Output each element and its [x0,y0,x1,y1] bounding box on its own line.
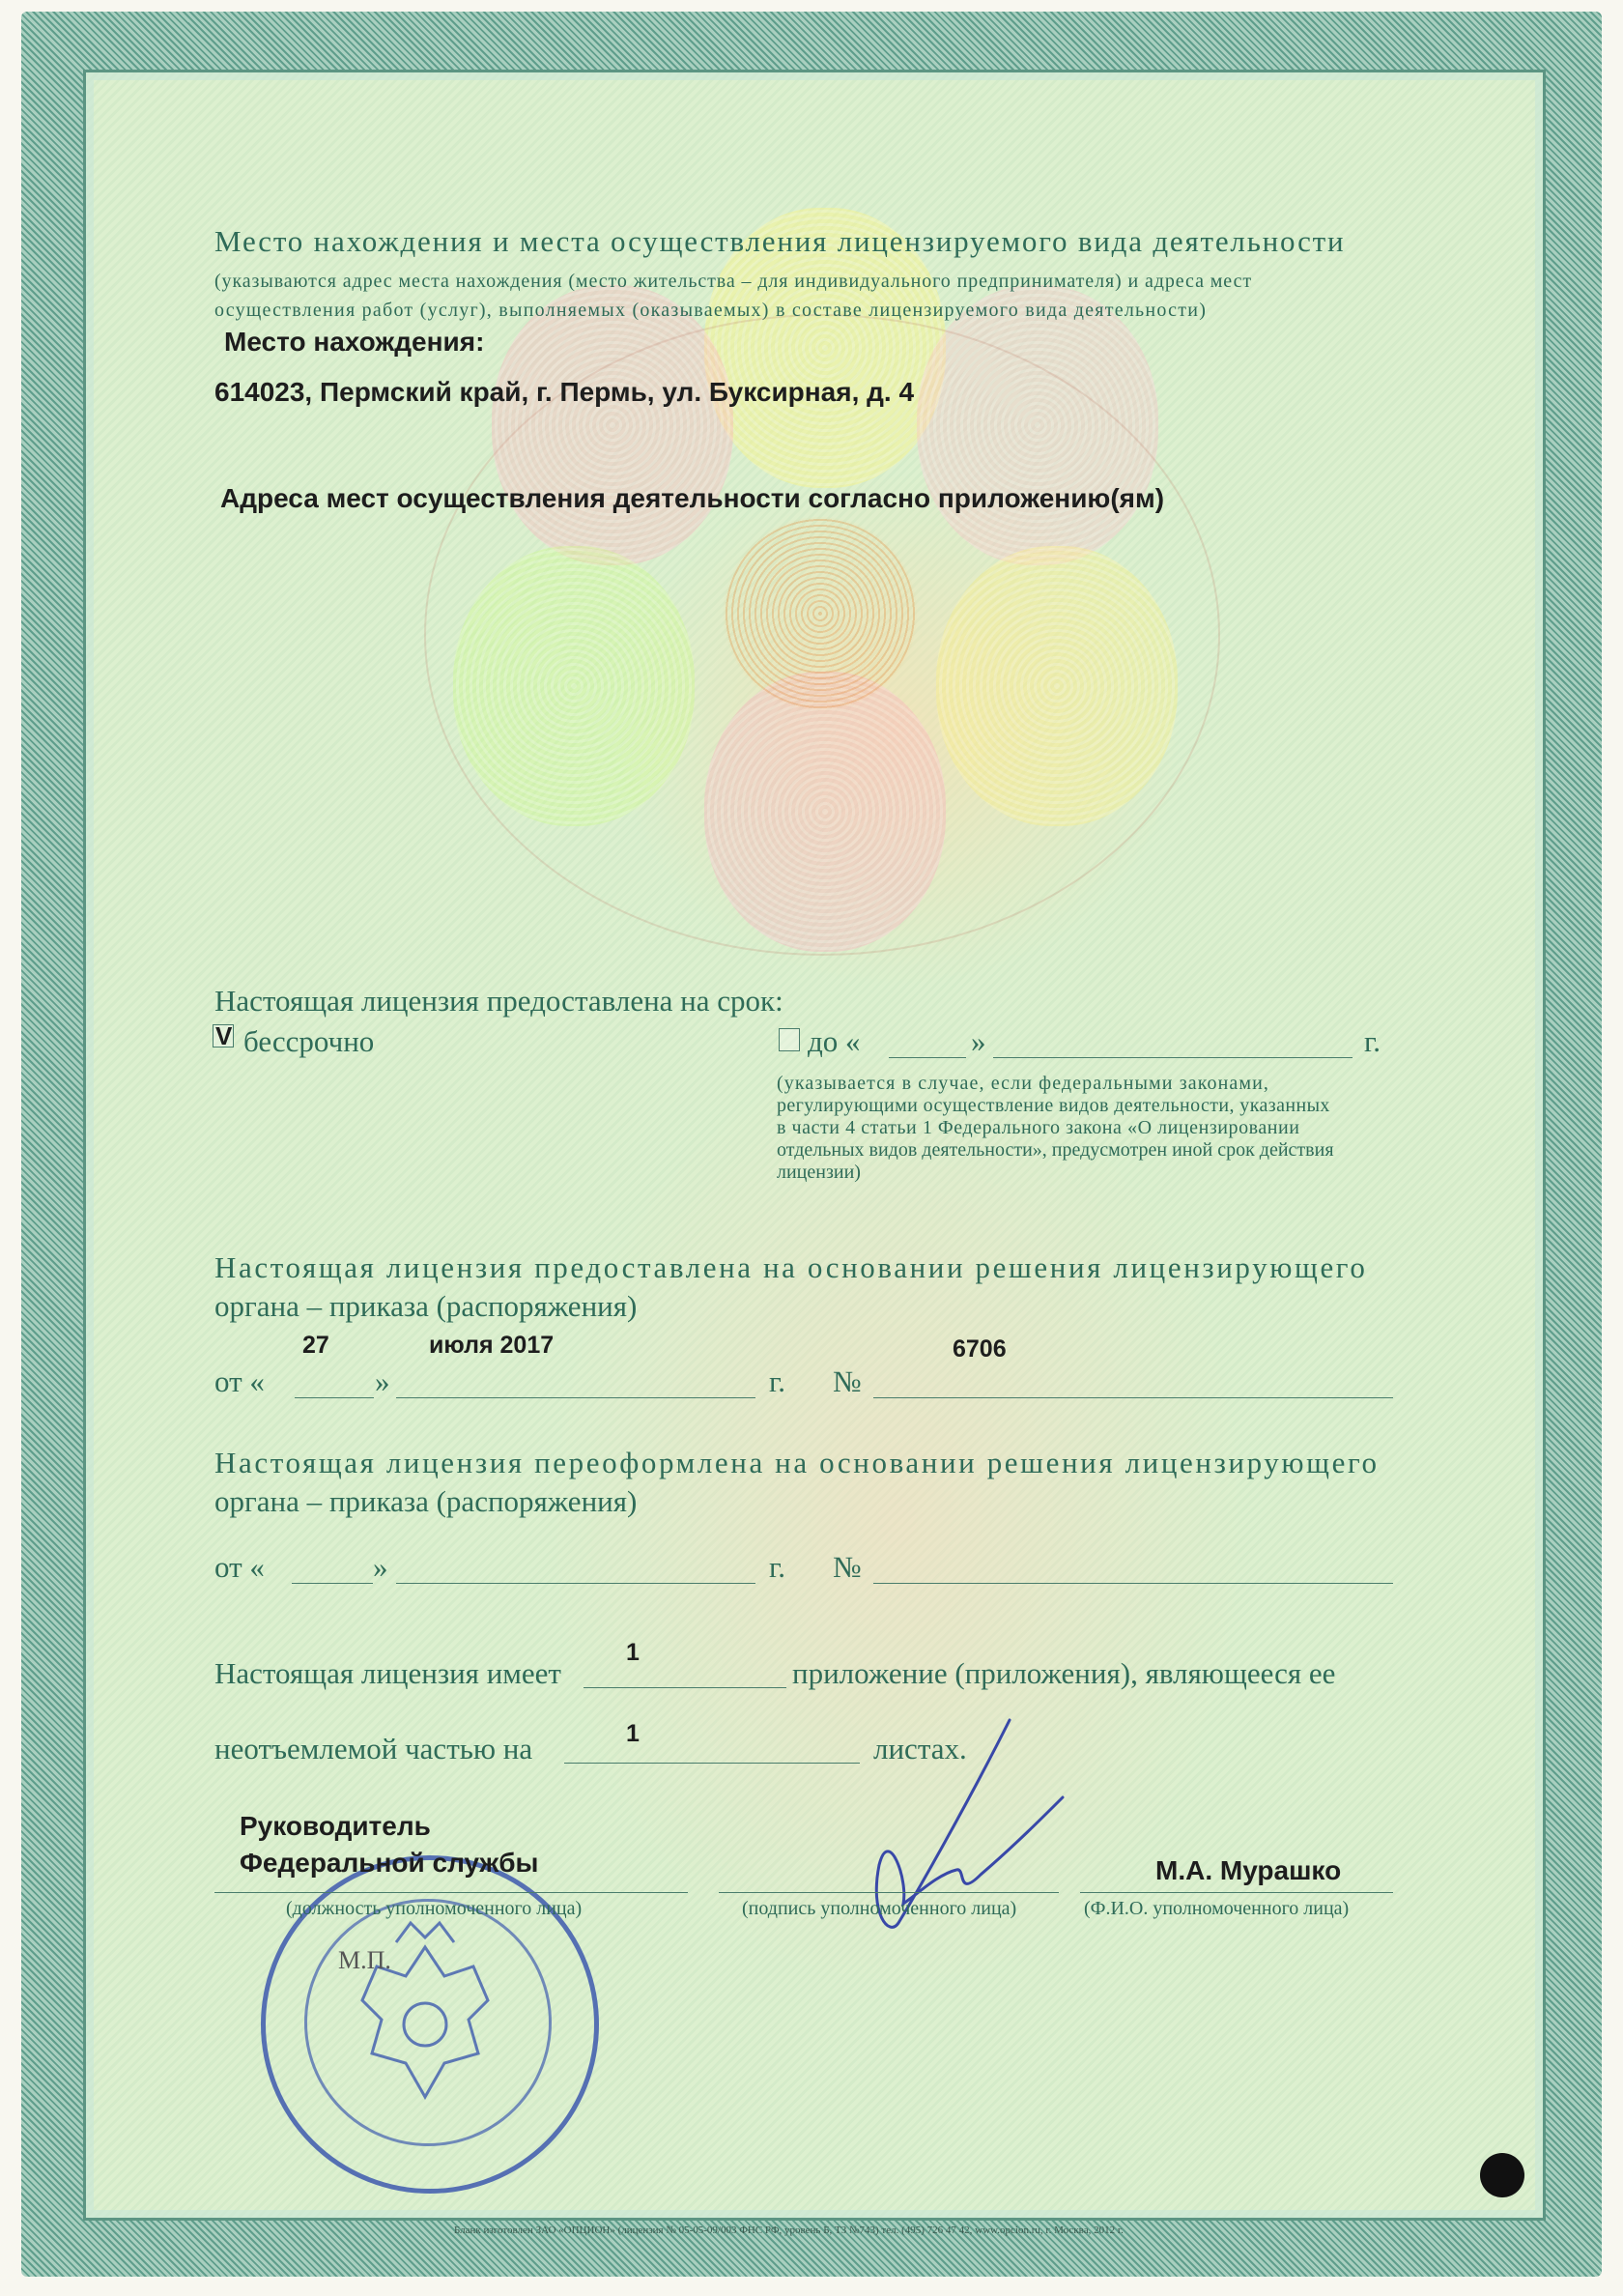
basis-number-line [873,1397,1393,1398]
basis-day: 27 [302,1332,329,1359]
name-line [1080,1892,1393,1893]
reissue-day-line [292,1583,373,1584]
basis-no: № [833,1364,862,1398]
sheets-count: 1 [626,1720,640,1747]
basis-day-line [295,1397,374,1398]
term-heading: Настоящая лицензия предоставлена на срок: [214,984,783,1018]
reissue-from: от « [214,1550,265,1584]
reissue-no: № [833,1550,862,1584]
term-note [777,1073,1395,1184]
address: 614023, Пермский край, г. Пермь, ул. Буксирная, д. 4 [214,377,915,407]
basis-from: от « [214,1364,265,1398]
annex-count-line [584,1687,786,1688]
location-heading: Место нахождения и места осуществления лицензируемого вида деятельности [214,224,1346,258]
sheets-text-a: неотъемлемой частью на [214,1732,533,1765]
term-unlimited-label: бессрочно [243,1024,375,1058]
location-note-line2: осуществления работ (услуг), выполняемых (оказываемых) в составе лицензируемого вида деятельности) [214,300,1208,321]
term-note-line: отдельных видов деятельности», предусмотрен иной срок действия [777,1139,1334,1161]
reissue-line1: Настоящая лицензия переоформлена на основании решения лицензирующего [214,1446,1380,1479]
sheets-text-b: листах. [873,1732,967,1765]
term-day-line [889,1057,966,1058]
rosette-ring [424,314,1220,956]
term-until-suffix: г. [1364,1024,1381,1058]
basis-line2: органа – приказа (распоряжения) [214,1289,638,1323]
position-line2: Федеральной службы [240,1848,539,1878]
term-note-line: лицензии) [777,1162,861,1183]
name-caption: (Ф.И.О. уполномоченного лица) [1084,1898,1350,1919]
location-note-line1: (указываются адрес места нахождения (место жительства – для индивидуального предпринимателя) и адреса мест [214,271,1252,292]
annex-count: 1 [626,1639,640,1666]
until-checkbox[interactable] [779,1028,800,1051]
term-until-prefix: до « [808,1024,861,1058]
basis-month-year: июля 2017 [429,1332,555,1359]
signer-name: М.А. Мурашко [1155,1855,1342,1885]
term-note-line: регулирующими осуществление видов деятельности, указанных [777,1095,1330,1116]
location-label: Место нахождения: [224,327,485,357]
basis-date-line [396,1397,755,1398]
basis-g: г. [769,1364,785,1398]
basis-quote-close: » [375,1364,390,1398]
unlimited-check-mark: V [215,1021,233,1050]
position-line [214,1892,688,1893]
annex-text-a: Настоящая лицензия имеет [214,1656,561,1690]
reissue-quote-close: » [373,1550,388,1584]
reissue-line2: органа – приказа (распоряжения) [214,1484,638,1518]
punch-hole [1480,2153,1524,2197]
annex-text-b: приложение (приложения), являющееся ее [792,1656,1336,1690]
position-caption: (должность уполномоченного лица) [286,1898,583,1919]
handwritten-signature [812,1710,1121,1962]
term-note-line: (указывается в случае, если федеральными законами, [777,1073,1270,1094]
footer-imprint: Бланк изготовлен ЗАО «ОПЦИОН» (лицензия № 05-05-09/003 ФНС РФ, уровень Б, ТЗ №743) тел. (495) 726 47 42, www.opcion.ru, г. Москва, 2012 г. [454,2224,1124,2236]
term-date-line [993,1057,1352,1058]
reissue-number-line [873,1583,1393,1584]
seal-place-label: М.П. [338,1946,391,1974]
reissue-g: г. [769,1550,785,1584]
signature-caption: (подпись уполномоченного лица) [742,1898,1017,1919]
basis-number: 6706 [953,1335,1007,1363]
activity-addresses: Адреса мест осуществления деятельности согласно приложению(ям) [220,483,1165,513]
signature-line [719,1892,1059,1893]
reissue-date-line [396,1583,755,1584]
term-note-line: в части 4 статьи 1 Федерального закона «О лицензировании [777,1117,1300,1138]
term-until-mid: » [971,1024,986,1058]
position-line1: Руководитель [240,1811,431,1841]
basis-line1: Настоящая лицензия предоставлена на основании решения лицензирующего [214,1250,1368,1284]
